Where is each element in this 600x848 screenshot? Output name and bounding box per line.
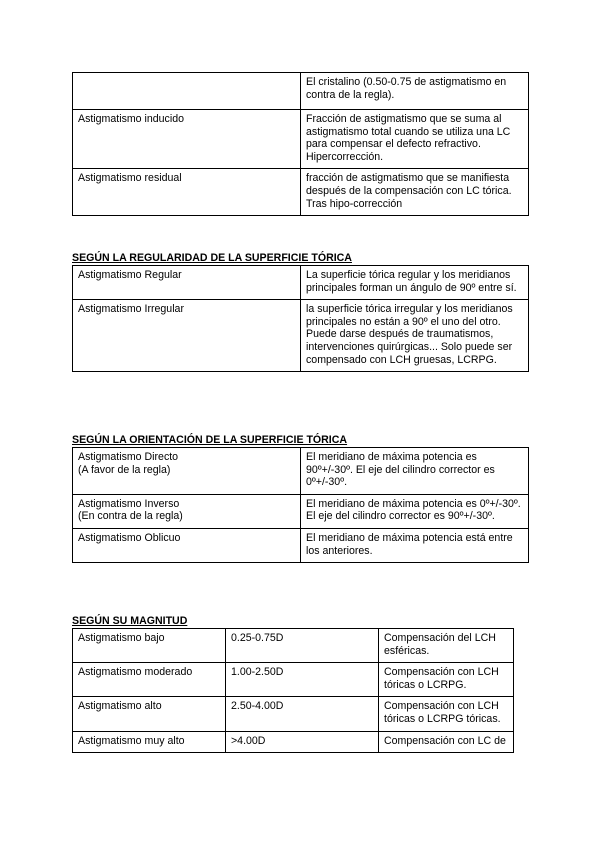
table-cell-description: La superficie tórica regular y los meridianos principales forman un ángulo de 90º entre sí. [301, 266, 529, 300]
section-heading-magnitude: SEGÚN SU MAGNITUD [72, 615, 188, 627]
table-row [73, 663, 514, 697]
magnitude-table [72, 628, 514, 753]
table-cell-label [73, 73, 301, 110]
table-cell-description: Fracción de astigmatismo que se suma al astigmatismo total cuando se utiliza una LC para compensar el defecto refractivo. Hipercorrección. [301, 110, 529, 169]
label-main: Astigmatismo Oblicuo [78, 531, 181, 544]
table-cell-label [73, 494, 301, 528]
table-cell-label [73, 528, 301, 562]
table-row [73, 266, 529, 300]
astigmatism-table-top [72, 72, 529, 216]
table-cell-label: Astigmatismo alto [73, 697, 226, 731]
table-cell-label: Astigmatismo moderado [73, 663, 226, 697]
table-cell-description: El meridiano de máxima potencia es 0º+/-30º. El eje del cilindro corrector es 90º+/-30º. [301, 494, 529, 528]
table-cell-range: 2.50-4.00D [226, 697, 379, 731]
table-cell-label: Astigmatismo muy alto [73, 731, 226, 753]
table-cell-range: 1.00-2.50D [226, 663, 379, 697]
table-cell-label: Astigmatismo Irregular [73, 300, 301, 372]
table-cell-description: El meridiano de máxima potencia es 90º+/-30º. El eje del cilindro corrector es 0º+/-30º. [301, 448, 529, 495]
table-cell-label: Astigmatismo residual [73, 169, 301, 216]
table-row [73, 494, 529, 528]
table-row [73, 110, 529, 169]
table-cell-compensation: Compensación del LCH esféricas. [379, 629, 514, 663]
label-main: Astigmatismo Inverso [78, 497, 180, 510]
section-heading-orientation: SEGÚN LA ORIENTACIÓN DE LA SUPERFICIE TÓRICA [72, 434, 348, 446]
table-cell-range: 0.25-0.75D [226, 629, 379, 663]
label-main: Astigmatismo Directo [78, 451, 179, 463]
label-sub: (En contra de la regla) [78, 510, 183, 523]
table-cell-range: >4.00D [226, 731, 379, 753]
table-cell-compensation: Compensación con LCH tóricas o LCRPG. [379, 663, 514, 697]
table-row [73, 300, 529, 372]
section-heading-regularity: SEGÚN LA REGULARIDAD DE LA SUPERFICIE TÓRICA [72, 252, 352, 264]
table-cell-description: El meridiano de máxima potencia está entre los anteriores. [301, 528, 529, 562]
table-cell-description: fracción de astigmatismo que se manifiesta después de la compensación con LC tórica. Tras hipo-corrección [301, 169, 529, 216]
table-row [73, 697, 514, 731]
table-cell-label [73, 448, 301, 495]
table-row [73, 629, 514, 663]
table-cell-compensation: Compensación con LC de [379, 731, 514, 753]
table-cell-compensation: Compensación con LCH tóricas o LCRPG tóricas. [379, 697, 514, 731]
orientation-table [72, 447, 529, 563]
table-row [73, 73, 529, 110]
table-row [73, 169, 529, 216]
table-row [73, 448, 529, 495]
table-row [73, 731, 514, 753]
table-cell-label: Astigmatismo inducido [73, 110, 301, 169]
table-cell-label: Astigmatismo Regular [73, 266, 301, 300]
table-cell-description: la superficie tórica irregular y los meridianos principales no están a 90º el uno del otro. Puede darse después de traumatismos, intervenciones quirúrgicas... Solo puede ser compensado con LCH gruesas, LCRPG. [301, 300, 529, 372]
table-cell-label: Astigmatismo bajo [73, 629, 226, 663]
table-cell-description: El cristalino (0.50-0.75 de astigmatismo en contra de la regla). [301, 73, 529, 110]
table-row [73, 528, 529, 562]
label-sub: (A favor de la regla) [78, 463, 171, 476]
regularity-table [72, 265, 529, 372]
